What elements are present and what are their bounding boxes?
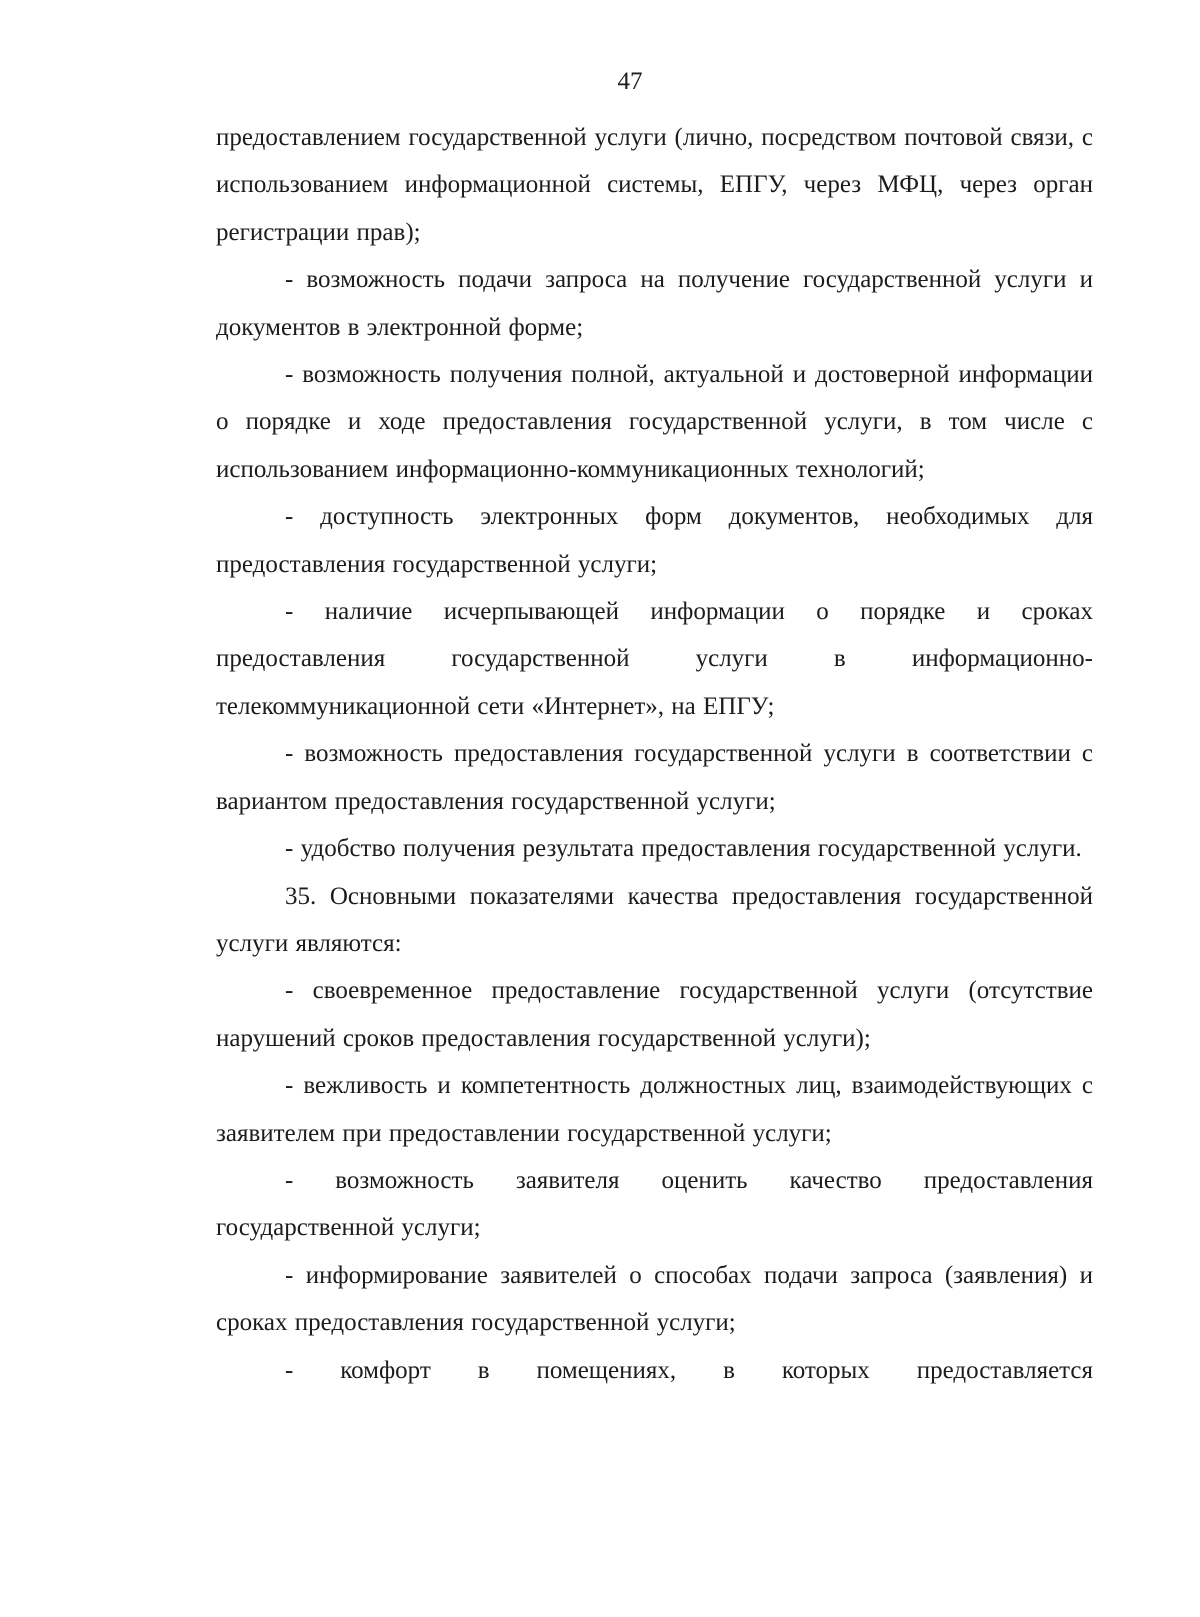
paragraph-politeness: - вежливость и компетентность должностных лиц, взаимодействующих с заявителем при предоставлении государственной услуги; xyxy=(216,1072,1093,1147)
paragraph-section-35: 35. Основными показателями качества предоставления государственной услуги являются: xyxy=(216,882,1093,957)
paragraph-electronic-forms: - доступность электронных форм документов, необходимых для предоставления государственной услуги; xyxy=(216,503,1093,578)
paragraph-service-methods-continued: предоставлением государственной услуги (лично, посредством почтовой связи, с использованием информационной системы, ЕПГУ, через МФЦ, через орган регистрации прав); xyxy=(216,124,1093,246)
document-body xyxy=(216,114,1093,1394)
paragraph-timeliness: - своевременное предоставление государственной услуги (отсутствие нарушений сроков предоставления государственной услуги); xyxy=(216,977,1093,1052)
paragraph-comfort: - комфорт в помещениях, в которых предоставляется xyxy=(285,1356,1093,1384)
paragraph-quality-assessment: - возможность заявителя оценить качество предоставления государственной услуги; xyxy=(216,1166,1093,1242)
paragraph-internet-information: - наличие исчерпывающей информации о порядке и сроках предоставления государственной услуги в информационно-телекоммуникационной сети «Интернет», на ЕПГУ; xyxy=(216,598,1093,720)
paragraph-result-convenience: - удобство получения результата предоставления государственной услуги. xyxy=(285,835,1082,863)
paragraph-informing: - информирование заявителей о способах подачи запроса (заявления) и сроках предоставления государственной услуги; xyxy=(216,1261,1093,1337)
paragraph-information-availability: - возможность получения полной, актуальной и достоверной информации о порядке и ходе предоставления государственной услуги, в том числе с использованием информационно-коммуникационных технологий; xyxy=(216,361,1093,483)
paragraph-electronic-request: - возможность подачи запроса на получение государственной услуги и документов в электронной форме; xyxy=(216,266,1093,341)
paragraph-service-variant: - возможность предоставления государственной услуги в соответствии с вариантом предоставления государственной услуги; xyxy=(216,740,1093,815)
page-number: 47 xyxy=(617,68,643,95)
